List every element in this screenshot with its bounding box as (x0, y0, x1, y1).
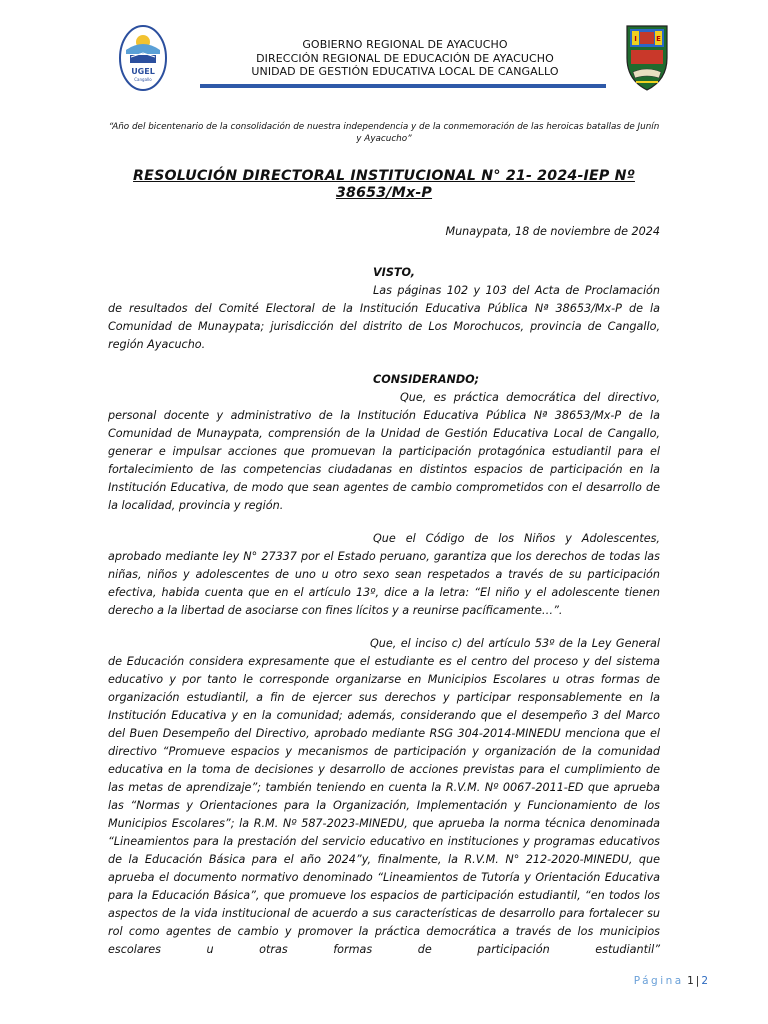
page-separator: | (695, 975, 700, 987)
current-page-number: 1 (687, 975, 694, 987)
crest-letter-right: E (656, 35, 661, 43)
page-label: Página (633, 975, 684, 987)
considerando-text-3: Que, el inciso c) del artículo 53º de la Ley General de Educación considera expresamente que el estudiante es el centro del proceso y del sistema educativo y por tanto le corresponde organizarse en Municipios Escolares u otras formas de organización estudiantil, a fin de ejercer sus derechos y participar responsablemente en la Institución Educativa y en la comunidad; además, considerando que el desempeño 3 del Marco del Buen Desempeño del Directivo, aprobado mediante RSG 304-2014-MINEDU menciona que el directivo “Promueve espacios y mecanismos de participación y organización de la comunidad educativa en la toma de decisiones y desarrollo de acciones previstas para el cumplimiento de las metas de aprendizaje”; también teniendo en cuenta la R.V.M. Nº 0067-2011-ED que aprueba las “Normas y Orientaciones para la Organización, Implementación y Funcionamiento de los Municipios Escolares”; la R.M. Nº 587-2023-MINEDU, que aprueba la norma técnica denominada “Lineamientos para la prestación del servicio educativo en instituciones y programas educativos de la Educación Básica para el año 2024”y, finalmente, la R.V.M. N° 212-2020-MINEDU, que aprueba el documento normativo denominado “Lineamientos de Tutoría y Orientación Educativa para la Educación Básica”, que promueve los espacios de participación estudiantil, “en todos los aspectos de la vida institucional de acuerdo a sus características de desarrollo para fortalecer su rol como agentes de cambio y promover la práctica democrática a través de los municipios escolares u otras formas de participación estudiantil” (108, 637, 660, 956)
total-pages: 2 (701, 975, 708, 987)
considerando-text-1: Que, es práctica democrática del directivo, personal docente y administrativo de la Institución Educativa Pública Nª 38653/Mx-P de la Comunidad de Munaypata, comprensión de la Unidad de Gestión Educativa Local de Cangallo, generar e impulsar acciones que promuevan la participación protagónica estudiantil para el fortalecimiento de las competencias ciudadanas en distintos espacios de participación en la Institución Educativa, de modo que sean agentes de cambio comprometidos con el desarrollo de la localidad, provincia y región. (108, 391, 660, 512)
resolution-title: RESOLUCIÓN DIRECTORAL INSTITUCIONAL N° 21- 2024-IEP Nº 38653/Mx-P (133, 168, 635, 201)
year-motto: “Año del bicentenario de la consolidación de nuestra independencia y de la conmemoración de las heroicas batallas de Junín y Ayacucho” (108, 122, 660, 144)
header-divider (200, 84, 606, 88)
ugel-logo (118, 24, 168, 92)
visto-paragraph (108, 282, 660, 354)
header-line-government: GOBIERNO REGIONAL DE AYACUCHO (302, 38, 508, 51)
institution-header (200, 38, 610, 79)
considerando-paragraph-2 (108, 530, 660, 620)
considerando-paragraph-1 (108, 389, 660, 515)
header-line-ugel: UNIDAD DE GESTIÓN EDUCATIVA LOCAL DE CANGALLO (251, 65, 559, 78)
considerando-text-2: Que el Código de los Niños y Adolescentes, aprobado mediante ley N° 27337 por el Estado peruano, garantiza que los derechos de todas las niñas, niños y adolescentes de uno u otro sexo sean respetados a través de su participación efectiva, habida cuenta que en el artículo 13º, dice a la letra: “El niño y el adolescente tienen derecho a la libertad de asociarse con fines lícitos y a reunirse pacíficamente…”. (108, 532, 660, 617)
ugel-logo-text: UGEL (131, 67, 155, 76)
ugel-logo-subtext: Cangallo (134, 77, 152, 82)
page-number-footer (634, 975, 708, 987)
visto-text: Las páginas 102 y 103 del Acta de Proclamación de resultados del Comité Electoral de la Institución Educativa Pública Nª 38653/Mx-P de la Comunidad de Munaypata; jurisdicción del distrito de Los Morochucos, provincia de Cangallo, región Ayacucho. (108, 284, 660, 351)
considerando-heading: CONSIDERANDO; (373, 373, 480, 386)
considerando-paragraph-3 (108, 635, 660, 959)
visto-heading: VISTO, (373, 266, 416, 279)
school-crest-logo (624, 20, 670, 92)
header-line-regional-direction: DIRECCIÓN REGIONAL DE EDUCACIÓN DE AYACUCHO (256, 51, 554, 65)
place-date: Munaypata, 18 de noviembre de 2024 (445, 225, 660, 238)
crest-letter-left: I (634, 35, 637, 43)
